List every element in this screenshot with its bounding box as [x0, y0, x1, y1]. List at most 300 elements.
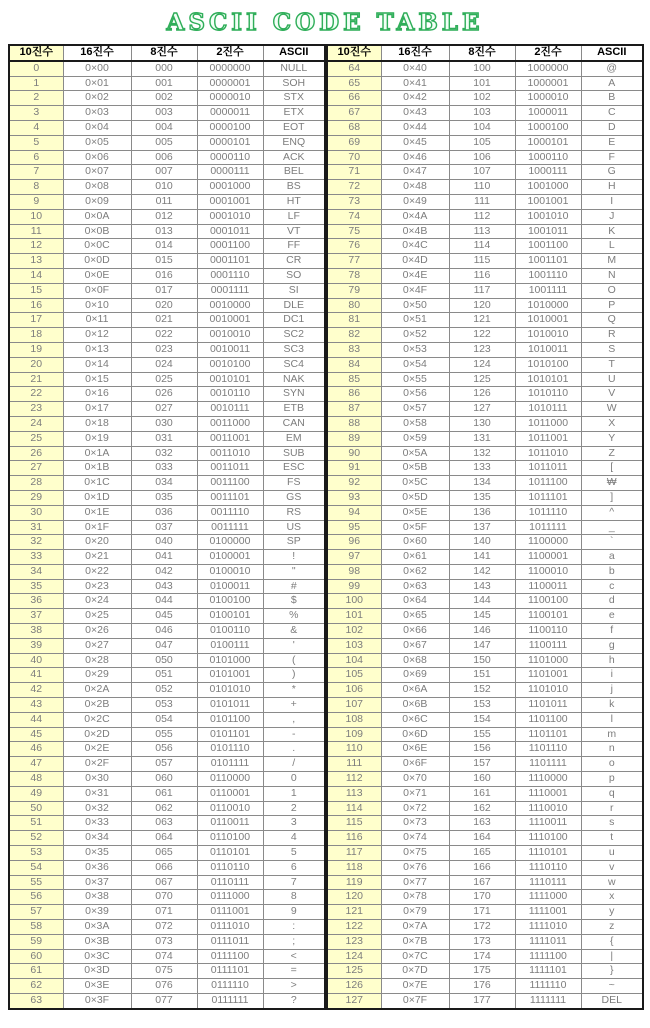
cell-octal: 171 — [449, 905, 515, 920]
cell-hex: 0×30 — [63, 772, 131, 787]
table-row — [327, 668, 643, 683]
table-row — [9, 920, 325, 935]
cell-ascii: s — [581, 816, 643, 831]
cell-binary: 0111000 — [197, 890, 263, 905]
cell-hex: 0×65 — [381, 609, 449, 624]
cell-octal: 172 — [449, 920, 515, 935]
cell-octal: 104 — [449, 120, 515, 135]
cell-octal: 143 — [449, 579, 515, 594]
cell-hex: 0×10 — [63, 298, 131, 313]
cell-hex: 0×37 — [63, 875, 131, 890]
cell-hex: 0×6A — [381, 683, 449, 698]
cell-binary: 1010010 — [515, 328, 581, 343]
cell-binary: 1011111 — [515, 520, 581, 535]
cell-decimal: 53 — [9, 846, 63, 861]
cell-hex: 0×0A — [63, 209, 131, 224]
cell-octal: 015 — [131, 254, 197, 269]
cell-octal: 031 — [131, 431, 197, 446]
cell-hex: 0×77 — [381, 875, 449, 890]
cell-binary: 1000101 — [515, 135, 581, 150]
cell-ascii: STX — [263, 91, 325, 106]
table-row — [9, 120, 325, 135]
cell-hex: 0×2C — [63, 712, 131, 727]
cell-octal: 002 — [131, 91, 197, 106]
cell-ascii: $ — [263, 594, 325, 609]
cell-ascii: * — [263, 683, 325, 698]
cell-ascii: u — [581, 846, 643, 861]
cell-decimal: 115 — [327, 816, 381, 831]
cell-decimal: 73 — [327, 194, 381, 209]
cell-octal: 166 — [449, 860, 515, 875]
cell-decimal: 26 — [9, 446, 63, 461]
table-row — [9, 357, 325, 372]
cell-hex: 0×0D — [63, 254, 131, 269]
cell-hex: 0×66 — [381, 624, 449, 639]
cell-octal: 066 — [131, 860, 197, 875]
cell-decimal: 18 — [9, 328, 63, 343]
cell-hex: 0×54 — [381, 357, 449, 372]
cell-binary: 1010011 — [515, 342, 581, 357]
cell-ascii: SI — [263, 283, 325, 298]
cell-hex: 0×75 — [381, 846, 449, 861]
cell-binary: 1111000 — [515, 890, 581, 905]
cell-binary: 1110010 — [515, 801, 581, 816]
cell-decimal: 107 — [327, 698, 381, 713]
ascii-table-right — [326, 44, 644, 1010]
cell-octal: 053 — [131, 698, 197, 713]
table-row — [9, 328, 325, 343]
cell-decimal: 62 — [9, 979, 63, 994]
table-row — [9, 550, 325, 565]
cell-binary: 0100010 — [197, 564, 263, 579]
cell-binary: 1000000 — [515, 61, 581, 76]
cell-ascii: E — [581, 135, 643, 150]
cell-decimal: 46 — [9, 742, 63, 757]
cell-octal: 162 — [449, 801, 515, 816]
cell-decimal: 105 — [327, 668, 381, 683]
cell-ascii: 2 — [263, 801, 325, 816]
cell-hex: 0×62 — [381, 564, 449, 579]
cell-ascii: { — [581, 934, 643, 949]
cell-octal: 157 — [449, 757, 515, 772]
cell-hex: 0×41 — [381, 76, 449, 91]
cell-hex: 0×4B — [381, 224, 449, 239]
cell-hex: 0×55 — [381, 372, 449, 387]
cell-decimal: 65 — [327, 76, 381, 91]
cell-ascii: U — [581, 372, 643, 387]
cell-octal: 037 — [131, 520, 197, 535]
cell-hex: 0×7A — [381, 920, 449, 935]
cell-octal: 036 — [131, 505, 197, 520]
cell-octal: 167 — [449, 875, 515, 890]
table-row — [9, 106, 325, 121]
cell-hex: 0×13 — [63, 342, 131, 357]
table-row — [9, 727, 325, 742]
cell-decimal: 6 — [9, 150, 63, 165]
cell-ascii: 5 — [263, 846, 325, 861]
cell-binary: 1100000 — [515, 535, 581, 550]
cell-hex: 0×0F — [63, 283, 131, 298]
cell-hex: 0×7B — [381, 934, 449, 949]
cell-octal: 016 — [131, 268, 197, 283]
cell-ascii: + — [263, 698, 325, 713]
cell-decimal: 48 — [9, 772, 63, 787]
cell-octal: 077 — [131, 994, 197, 1009]
cell-octal: 117 — [449, 283, 515, 298]
cell-decimal: 13 — [9, 254, 63, 269]
table-row — [9, 239, 325, 254]
cell-binary: 1001011 — [515, 224, 581, 239]
cell-decimal: 87 — [327, 402, 381, 417]
cell-hex: 0×22 — [63, 564, 131, 579]
cell-ascii: l — [581, 712, 643, 727]
cell-decimal: 88 — [327, 416, 381, 431]
table-row — [327, 91, 643, 106]
cell-octal: 032 — [131, 446, 197, 461]
cell-hex: 0×17 — [63, 402, 131, 417]
cell-octal: 135 — [449, 490, 515, 505]
cell-hex: 0×06 — [63, 150, 131, 165]
table-row — [9, 254, 325, 269]
table-row — [327, 476, 643, 491]
table-row — [327, 342, 643, 357]
cell-octal: 137 — [449, 520, 515, 535]
table-row — [327, 816, 643, 831]
table-row — [327, 742, 643, 757]
cell-hex: 0×19 — [63, 431, 131, 446]
cell-octal: 115 — [449, 254, 515, 269]
cell-octal: 113 — [449, 224, 515, 239]
cell-binary: 1111011 — [515, 934, 581, 949]
table-row — [9, 535, 325, 550]
cell-decimal: 66 — [327, 91, 381, 106]
cell-binary: 1100001 — [515, 550, 581, 565]
cell-ascii: R — [581, 328, 643, 343]
cell-binary: 0101000 — [197, 653, 263, 668]
table-row — [9, 890, 325, 905]
cell-octal: 071 — [131, 905, 197, 920]
cell-octal: 001 — [131, 76, 197, 91]
cell-octal: 017 — [131, 283, 197, 298]
cell-decimal: 7 — [9, 165, 63, 180]
cell-octal: 160 — [449, 772, 515, 787]
cell-octal: 003 — [131, 106, 197, 121]
cell-decimal: 74 — [327, 209, 381, 224]
cell-ascii: 7 — [263, 875, 325, 890]
table-row — [327, 165, 643, 180]
cell-decimal: 28 — [9, 476, 63, 491]
cell-decimal: 63 — [9, 994, 63, 1009]
cell-decimal: 112 — [327, 772, 381, 787]
cell-ascii: ] — [581, 490, 643, 505]
table-row — [327, 194, 643, 209]
cell-ascii: i — [581, 668, 643, 683]
cell-hex: 0×26 — [63, 624, 131, 639]
cell-octal: 065 — [131, 846, 197, 861]
cell-decimal: 124 — [327, 949, 381, 964]
cell-ascii: DEL — [581, 994, 643, 1009]
cell-ascii: HT — [263, 194, 325, 209]
cell-hex: 0×5E — [381, 505, 449, 520]
cell-ascii: < — [263, 949, 325, 964]
cell-hex: 0×39 — [63, 905, 131, 920]
cell-binary: 1010110 — [515, 387, 581, 402]
cell-binary: 0101001 — [197, 668, 263, 683]
cell-octal: 152 — [449, 683, 515, 698]
cell-octal: 006 — [131, 150, 197, 165]
cell-decimal: 82 — [327, 328, 381, 343]
cell-octal: 040 — [131, 535, 197, 550]
cell-ascii: SOH — [263, 76, 325, 91]
cell-ascii: US — [263, 520, 325, 535]
cell-decimal: 120 — [327, 890, 381, 905]
cell-ascii: a — [581, 550, 643, 565]
cell-decimal: 100 — [327, 594, 381, 609]
cell-hex: 0×50 — [381, 298, 449, 313]
cell-binary: 1011101 — [515, 490, 581, 505]
cell-binary: 0010101 — [197, 372, 263, 387]
cell-decimal: 12 — [9, 239, 63, 254]
cell-ascii: T — [581, 357, 643, 372]
cell-octal: 147 — [449, 638, 515, 653]
cell-octal: 050 — [131, 653, 197, 668]
cell-octal: 055 — [131, 727, 197, 742]
cell-decimal: 94 — [327, 505, 381, 520]
cell-ascii: DLE — [263, 298, 325, 313]
cell-binary: 1100110 — [515, 624, 581, 639]
cell-hex: 0×72 — [381, 801, 449, 816]
cell-binary: 0000100 — [197, 120, 263, 135]
cell-hex: 0×56 — [381, 387, 449, 402]
cell-octal: 062 — [131, 801, 197, 816]
cell-binary: 1001101 — [515, 254, 581, 269]
cell-hex: 0×1C — [63, 476, 131, 491]
cell-hex: 0×24 — [63, 594, 131, 609]
cell-decimal: 37 — [9, 609, 63, 624]
cell-ascii: SO — [263, 268, 325, 283]
table-row — [9, 209, 325, 224]
table-row — [9, 342, 325, 357]
cell-binary: 1000001 — [515, 76, 581, 91]
cell-hex: 0×6D — [381, 727, 449, 742]
cell-binary: 0000000 — [197, 61, 263, 76]
cell-decimal: 54 — [9, 860, 63, 875]
cell-ascii: ? — [263, 994, 325, 1009]
cell-binary: 1011100 — [515, 476, 581, 491]
cell-hex: 0×04 — [63, 120, 131, 135]
table-row — [327, 180, 643, 195]
cell-decimal: 103 — [327, 638, 381, 653]
cell-ascii: f — [581, 624, 643, 639]
cell-binary: 0010000 — [197, 298, 263, 313]
cell-ascii: 4 — [263, 831, 325, 846]
cell-hex: 0×58 — [381, 416, 449, 431]
cell-decimal: 90 — [327, 446, 381, 461]
cell-decimal: 3 — [9, 106, 63, 121]
cell-ascii: 8 — [263, 890, 325, 905]
cell-ascii: G — [581, 165, 643, 180]
cell-binary: 0101100 — [197, 712, 263, 727]
cell-decimal: 4 — [9, 120, 63, 135]
cell-binary: 0110110 — [197, 860, 263, 875]
cell-octal: 163 — [449, 816, 515, 831]
cell-binary: 0111011 — [197, 934, 263, 949]
cell-binary: 1111100 — [515, 949, 581, 964]
cell-ascii: SC3 — [263, 342, 325, 357]
cell-decimal: 23 — [9, 402, 63, 417]
cell-hex: 0×5C — [381, 476, 449, 491]
cell-hex: 0×43 — [381, 106, 449, 121]
cell-decimal: 55 — [9, 875, 63, 890]
cell-ascii: F — [581, 150, 643, 165]
table-row — [327, 550, 643, 565]
table-row — [9, 831, 325, 846]
cell-ascii: z — [581, 920, 643, 935]
cell-decimal: 35 — [9, 579, 63, 594]
cell-decimal: 76 — [327, 239, 381, 254]
cell-octal: 127 — [449, 402, 515, 417]
cell-ascii: ₩ — [581, 476, 643, 491]
cell-hex: 0×47 — [381, 165, 449, 180]
cell-decimal: 119 — [327, 875, 381, 890]
cell-binary: 0010100 — [197, 357, 263, 372]
cell-hex: 0×2F — [63, 757, 131, 772]
cell-ascii: CAN — [263, 416, 325, 431]
cell-decimal: 14 — [9, 268, 63, 283]
cell-ascii: SP — [263, 535, 325, 550]
cell-binary: 1100011 — [515, 579, 581, 594]
cell-octal: 023 — [131, 342, 197, 357]
cell-ascii: @ — [581, 61, 643, 76]
cell-octal: 034 — [131, 476, 197, 491]
cell-decimal: 49 — [9, 786, 63, 801]
table-row — [9, 150, 325, 165]
table-row — [9, 446, 325, 461]
table-row — [327, 905, 643, 920]
cell-hex: 0×53 — [381, 342, 449, 357]
cell-decimal: 27 — [9, 461, 63, 476]
cell-binary: 1101100 — [515, 712, 581, 727]
cell-decimal: 86 — [327, 387, 381, 402]
cell-decimal: 68 — [327, 120, 381, 135]
col-header-octal: 8진수 — [449, 45, 515, 61]
cell-hex: 0×6F — [381, 757, 449, 772]
cell-decimal: 79 — [327, 283, 381, 298]
table-row — [9, 461, 325, 476]
cell-decimal: 30 — [9, 505, 63, 520]
cell-decimal: 45 — [9, 727, 63, 742]
cell-binary: 1001010 — [515, 209, 581, 224]
table-row — [9, 964, 325, 979]
table-row — [327, 609, 643, 624]
table-row — [9, 387, 325, 402]
col-header-binary: 2진수 — [197, 45, 263, 61]
table-row — [327, 772, 643, 787]
cell-decimal: 108 — [327, 712, 381, 727]
cell-binary: 0001001 — [197, 194, 263, 209]
cell-octal: 154 — [449, 712, 515, 727]
cell-hex: 0×5B — [381, 461, 449, 476]
table-row — [9, 638, 325, 653]
cell-decimal: 52 — [9, 831, 63, 846]
cell-hex: 0×28 — [63, 653, 131, 668]
cell-octal: 140 — [449, 535, 515, 550]
cell-octal: 076 — [131, 979, 197, 994]
cell-binary: 1101001 — [515, 668, 581, 683]
cell-hex: 0×3E — [63, 979, 131, 994]
table-row — [327, 328, 643, 343]
cell-binary: 0110011 — [197, 816, 263, 831]
cell-octal: 005 — [131, 135, 197, 150]
table-row — [327, 786, 643, 801]
cell-decimal: 104 — [327, 653, 381, 668]
cell-binary: 0011010 — [197, 446, 263, 461]
cell-hex: 0×69 — [381, 668, 449, 683]
cell-ascii: 6 — [263, 860, 325, 875]
cell-decimal: 78 — [327, 268, 381, 283]
cell-hex: 0×45 — [381, 135, 449, 150]
cell-binary: 1111101 — [515, 964, 581, 979]
cell-octal: 155 — [449, 727, 515, 742]
cell-hex: 0×74 — [381, 831, 449, 846]
table-row — [327, 979, 643, 994]
cell-octal: 136 — [449, 505, 515, 520]
cell-binary: 0010011 — [197, 342, 263, 357]
cell-octal: 035 — [131, 490, 197, 505]
cell-octal: 041 — [131, 550, 197, 565]
table-row — [327, 890, 643, 905]
cell-binary: 0000001 — [197, 76, 263, 91]
cell-decimal: 102 — [327, 624, 381, 639]
table-row — [9, 683, 325, 698]
cell-ascii: c — [581, 579, 643, 594]
table-row — [9, 772, 325, 787]
cell-decimal: 61 — [9, 964, 63, 979]
cell-decimal: 51 — [9, 816, 63, 831]
cell-ascii: o — [581, 757, 643, 772]
cell-decimal: 60 — [9, 949, 63, 964]
table-row — [327, 638, 643, 653]
cell-decimal: 77 — [327, 254, 381, 269]
cell-ascii: q — [581, 786, 643, 801]
table-row — [9, 268, 325, 283]
table-row — [327, 254, 643, 269]
cell-octal: 000 — [131, 61, 197, 76]
cell-binary: 1000110 — [515, 150, 581, 165]
cell-hex: 0×12 — [63, 328, 131, 343]
ascii-table-left — [8, 44, 326, 1010]
cell-ascii: % — [263, 609, 325, 624]
cell-ascii: O — [581, 283, 643, 298]
cell-ascii: L — [581, 239, 643, 254]
cell-octal: 112 — [449, 209, 515, 224]
table-row — [9, 476, 325, 491]
table-row — [327, 209, 643, 224]
cell-octal: 156 — [449, 742, 515, 757]
col-header-decimal: 10진수 — [9, 45, 63, 61]
cell-hex: 0×36 — [63, 860, 131, 875]
table-row — [327, 757, 643, 772]
cell-hex: 0×35 — [63, 846, 131, 861]
cell-binary: 0101011 — [197, 698, 263, 713]
cell-hex: 0×52 — [381, 328, 449, 343]
cell-binary: 0111010 — [197, 920, 263, 935]
cell-decimal: 97 — [327, 550, 381, 565]
cell-octal: 060 — [131, 772, 197, 787]
cell-hex: 0×6E — [381, 742, 449, 757]
cell-hex: 0×2A — [63, 683, 131, 698]
cell-decimal: 111 — [327, 757, 381, 772]
